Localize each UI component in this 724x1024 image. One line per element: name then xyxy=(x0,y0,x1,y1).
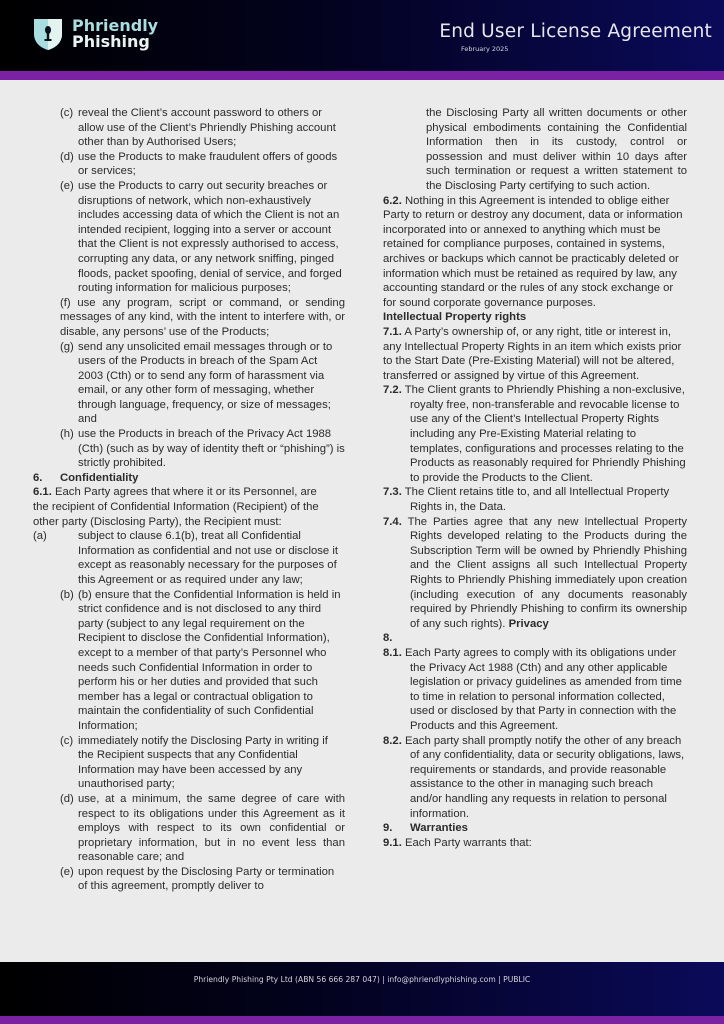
clause-8-2 xyxy=(383,734,687,822)
clause-6-1-a xyxy=(33,529,345,587)
item-text: send any unsolicited email messages through or to users of the Products in breach of the Spam Act 2003 (Cth) or to send any form of harassment via email, or any other form of messaging, whether through language, frequency, or size of messages; and xyxy=(78,340,333,426)
item-text: use any program, script or command, or sending messages of any kind, with the intent to interfere with, or disable, any persons’ use of the Products; xyxy=(60,296,346,338)
clause-item-e xyxy=(33,179,345,296)
clause-item-h xyxy=(33,427,345,471)
item-label: (b) xyxy=(60,588,74,601)
clause-7-4 xyxy=(383,515,687,632)
clause-text: Nothing in this Agreement is intended to oblige either Party to return or destroy any document, data or information incorporated into or annexed to anything which must be retained for compliance purposes, contained in systems, archives or backups which cannot be practicably deleted or information which must be retained as required by law, any accounting standard or the rules of any stock exchange or for sound corporate governance purposes. xyxy=(383,194,683,309)
item-text: subject to clause 6.1(b), treat all Confidential Information as confidential and not use or disclose it except as reasonably necessary for the purposes of this Agreement or as required under any law; xyxy=(78,530,338,586)
section-title: Confidentiality xyxy=(60,471,139,484)
item-text: use the Products to carry out security breaches or disruptions of network, which non-exhaustively includes accessing data of which the Client is not an intended recipient, logging into a server or account that the Client is not expressly authorised to access, corrupting any data, or any network sniffing, pinged floods, packet spoofing, denial of service, and forged routing information for malicious purposes; xyxy=(78,179,342,295)
clause-number: 8.1. xyxy=(383,646,402,659)
clause-text: A Party’s ownership of, or any right, title or interest in, any Intellectual Property Rights in an item which exists prior to the Start Date (Pre-Existing Material) will not be altered, transferred or assigned by virtue of this Agreement. xyxy=(383,325,682,382)
logo-line-2: Phishing xyxy=(72,32,150,51)
clause-item-g xyxy=(33,340,345,428)
item-label: (c) xyxy=(60,107,74,119)
item-label: (f) xyxy=(60,296,71,309)
clause-number: 8.2. xyxy=(383,734,402,747)
clause-text: Each party shall promptly notify the other of any breach of any confidentiality, data or security obligations, laws, requirements or standards, and provide reasonable assistance to the other in managing such breach and/or handling any requests in relation to personal information. xyxy=(404,734,685,820)
item-label: (c) xyxy=(60,734,74,747)
clause-8-1 xyxy=(383,646,687,734)
item-text: immediately notify the Disclosing Party in writing if the Recipient suspects that any Confidential Information may have been accessed by any unauthorised party; xyxy=(78,734,328,791)
clause-number: 7.4. xyxy=(383,515,402,528)
clause-number: 6.2. xyxy=(383,194,402,207)
section-heading-6 xyxy=(33,471,345,486)
clause-9-1 xyxy=(383,836,687,851)
clause-6-1-b xyxy=(33,588,345,734)
clause-number: 7.3. xyxy=(383,486,402,499)
item-text: upon request by the Disclosing Party or termination of this agreement, promptly deliver to xyxy=(78,865,335,893)
clause-number: 7.1. xyxy=(383,325,402,338)
clause-text: The Parties agree that any new Intellectual Property Rights developed relating to the Products during the Subscription Term will be owned by Phriendly Phishing and the Client assigns all such Intellectual Property Rights to Phriendly Phishing immediately upon creation (including execution of any documents reasonably required by Phriendly Phishing to confirm its ownership of any such rights). xyxy=(407,515,687,630)
section-title: Warranties xyxy=(410,822,468,835)
clause-text: Each Party agrees that where it or its Personnel, are the recipient of Confidential Information (Recipient) of the other party (Disclosing Party), the Recipient must: xyxy=(33,486,319,528)
item-text: reveal the Client’s account password to others or allow use of the Client’s Phriendly Phishing account other than by Authorised Users; xyxy=(78,107,336,149)
item-label: (d) xyxy=(60,150,74,163)
clause-text: Each Party warrants that: xyxy=(404,836,532,849)
section-title-privacy: Privacy xyxy=(508,617,549,630)
clause-number: 6.1. xyxy=(33,486,52,499)
page-footer xyxy=(0,962,724,1016)
item-label: (e) xyxy=(60,865,74,878)
item-label: (e) xyxy=(60,179,74,192)
clause-6-1-e-continued: the Disclosing Party all written documents or other physical embodiments containing the Confidential Information then in its custody, control or possession and must deliver within 10 days after such termination or request a written statement to the Disclosing Party certifying to such action. xyxy=(426,107,687,192)
document-date: February 2025 xyxy=(461,45,509,53)
clause-7-1 xyxy=(383,325,687,383)
clause-number: 7.2. xyxy=(383,384,402,397)
clause-6-1-d xyxy=(33,792,345,865)
header-accent-bar xyxy=(0,71,724,80)
clause-item-f xyxy=(33,296,345,340)
clause-text: The Client retains title to, and all Intellectual Property Rights in, the Data. xyxy=(404,486,670,514)
clause-6-2 xyxy=(383,194,687,311)
section-heading-7: Intellectual Property rights xyxy=(383,311,527,324)
clause-6-1-e xyxy=(33,865,345,894)
item-text: (b) ensure that the Confidential Information is held in strict confidence and is not disclosed to any third party (subject to any legal requirement on the Recipient to disclose the Confidential Information), except to a member of that party’s Personnel who needs such Confidential Information in order to perform his or her duties and provided that such member has a legal or contractual obligation to maintain the confidentiality of such Confidential Information; xyxy=(78,588,341,732)
document-title: End User License Agreement xyxy=(439,21,712,42)
clause-item-d xyxy=(33,150,345,179)
company-logo xyxy=(33,17,158,51)
item-text: use the Products to make fraudulent offers of goods or services; xyxy=(78,150,338,178)
clause-item-c xyxy=(33,106,345,150)
shield-logo-icon xyxy=(33,17,63,51)
section-number: 9. xyxy=(383,822,393,835)
clause-number: 9.1. xyxy=(383,836,402,849)
item-text: use the Products in breach of the Privacy Act 1988 (Cth) (such as by way of identity theft or “phishing”) is strictly prohibited. xyxy=(78,428,345,470)
logo-wordmark xyxy=(72,18,158,50)
item-label: (a) xyxy=(33,530,47,543)
clause-text: Each Party agrees to comply with its obligations under the Privacy Act 1988 (Cth) and any other applicable legislation or privacy guidelines as amended from time to time in relation to personal information collected, used or disclosed by that Party in connection with the Products and this Agreement. xyxy=(404,646,682,732)
section-heading-9 xyxy=(383,821,687,836)
item-label: (d) xyxy=(60,792,74,805)
section-number-8: 8. xyxy=(383,632,393,645)
clause-7-3 xyxy=(383,485,687,514)
item-text: use, at a minimum, the same degree of care with respect to its obligations under this Agreement as it employs with respect to its own confidential or proprietary information, but in no event less than reasonable care; and xyxy=(78,792,345,864)
logo-line-1: Phriendly xyxy=(72,16,159,35)
item-label: (h) xyxy=(60,428,74,441)
section-number: 6. xyxy=(33,471,43,484)
footer-text: Phriendly Phishing Pty Ltd (ABN 56 666 287 047) | info@phriendlyphishing.com | PUBLIC xyxy=(193,975,531,984)
clause-7-2 xyxy=(383,383,687,485)
clause-text: The Client grants to Phriendly Phishing a non-exclusive, royalty free, non-transferable and revocable license to use any of the Client’s Intellectual Property Rights including any Pre-Existing Material relating to templates, configurations and processes relating to the Products as reasonably required for Phriendly Phishing to provide the Products to the Client. xyxy=(404,384,686,484)
item-label: (g) xyxy=(60,340,74,353)
clause-6-1-c xyxy=(33,734,345,792)
footer-accent-bar xyxy=(0,1016,724,1024)
clause-6-1 xyxy=(33,485,333,529)
left-column xyxy=(33,106,345,894)
right-column xyxy=(383,106,687,850)
page-header xyxy=(0,0,724,71)
